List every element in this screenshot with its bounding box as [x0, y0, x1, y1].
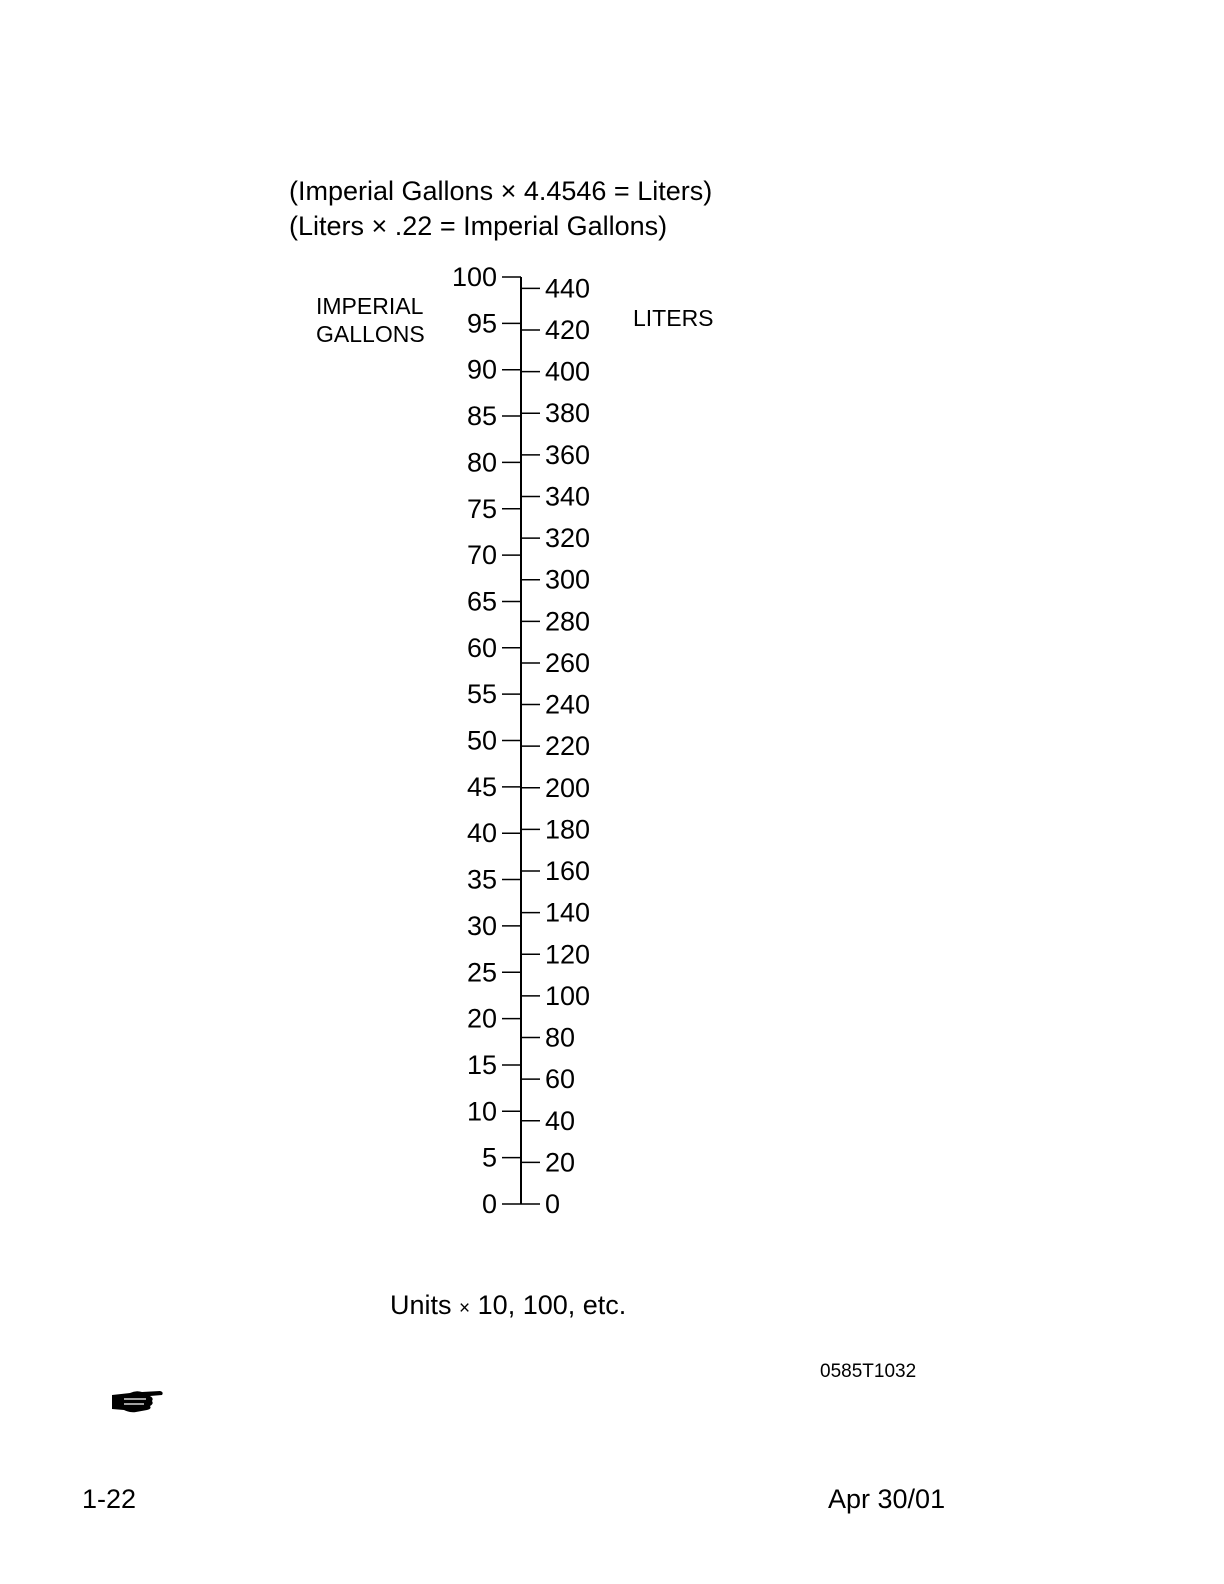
liter-tick-label: 320	[545, 523, 591, 554]
formula-gallons-to-liters: (Imperial Gallons × 4.4546 = Liters)	[289, 176, 713, 206]
liter-tick-label: 440	[545, 273, 591, 304]
gallon-tick-label: 55	[466, 679, 497, 710]
liter-tick-label: 420	[545, 314, 591, 345]
liter-tick-label: 80	[545, 1022, 576, 1053]
gallon-tick-label: 100	[451, 262, 497, 292]
figure-id: 0585T1032	[820, 1361, 917, 1382]
gallon-tick-label: 60	[466, 632, 497, 663]
imperial-gallons-label-line2: GALLONS	[316, 321, 425, 347]
liter-tick-label: 180	[545, 814, 591, 845]
gallon-tick-label: 25	[466, 957, 497, 988]
formula-liters-to-gallons: (Liters × .22 = Imperial Gallons)	[289, 211, 668, 241]
units-note-prefix: Units	[390, 1290, 452, 1320]
liter-tick-label: 340	[545, 481, 591, 512]
gallon-tick-label: 40	[466, 818, 497, 849]
gallon-tick-label: 85	[466, 401, 497, 432]
liter-tick-label: 200	[545, 772, 591, 803]
gallon-tick-label: 50	[466, 725, 497, 756]
gallon-tick-label: 10	[466, 1096, 497, 1127]
liter-tick-label: 380	[545, 398, 591, 429]
liter-tick-label: 20	[545, 1147, 576, 1178]
gallon-ticks-group	[452, 262, 521, 1219]
liter-tick-label: 100	[545, 980, 591, 1011]
liter-tick-label: 400	[545, 356, 591, 387]
page-number: 1-22	[82, 1484, 137, 1514]
gallon-tick-label: 35	[466, 864, 497, 895]
liter-tick-label: 60	[545, 1064, 576, 1095]
imperial-gallons-label-line1: IMPERIAL	[316, 293, 424, 319]
gallon-tick-label: 30	[466, 910, 497, 941]
units-note-times: ×	[459, 1298, 471, 1319]
gallon-tick-label: 80	[466, 447, 497, 478]
liter-tick-label: 120	[545, 939, 591, 970]
liter-ticks-group	[521, 273, 590, 1219]
liter-tick-label: 220	[545, 731, 591, 762]
liter-tick-label: 260	[545, 647, 591, 678]
liter-tick-label: 140	[545, 897, 591, 928]
gallon-tick-label: 0	[481, 1189, 497, 1219]
liters-label: LITERS	[633, 305, 714, 331]
gallon-tick-label: 70	[466, 540, 497, 571]
units-note-suffix: 10, 100, etc.	[477, 1290, 627, 1320]
liter-tick-label: 0	[545, 1189, 561, 1219]
gallon-tick-label: 15	[466, 1049, 497, 1080]
liter-tick-label: 160	[545, 856, 591, 887]
units-note	[390, 1290, 626, 1321]
liter-tick-label: 240	[545, 689, 591, 720]
revision-date: Apr 30/01	[828, 1484, 946, 1514]
liter-tick-label: 360	[545, 439, 591, 470]
liter-tick-label: 280	[545, 606, 591, 637]
liter-tick-label: 40	[545, 1105, 576, 1136]
gallon-tick-label: 5	[481, 1142, 497, 1173]
gallon-tick-label: 95	[466, 308, 497, 339]
gallon-tick-label: 45	[466, 771, 497, 802]
gallon-tick-label: 90	[466, 354, 497, 385]
gallon-tick-label: 75	[466, 493, 497, 524]
gallon-tick-label: 20	[466, 1003, 497, 1034]
pointing-hand-icon	[110, 1386, 166, 1416]
gallon-tick-label: 65	[466, 586, 497, 617]
liter-tick-label: 300	[545, 564, 591, 595]
